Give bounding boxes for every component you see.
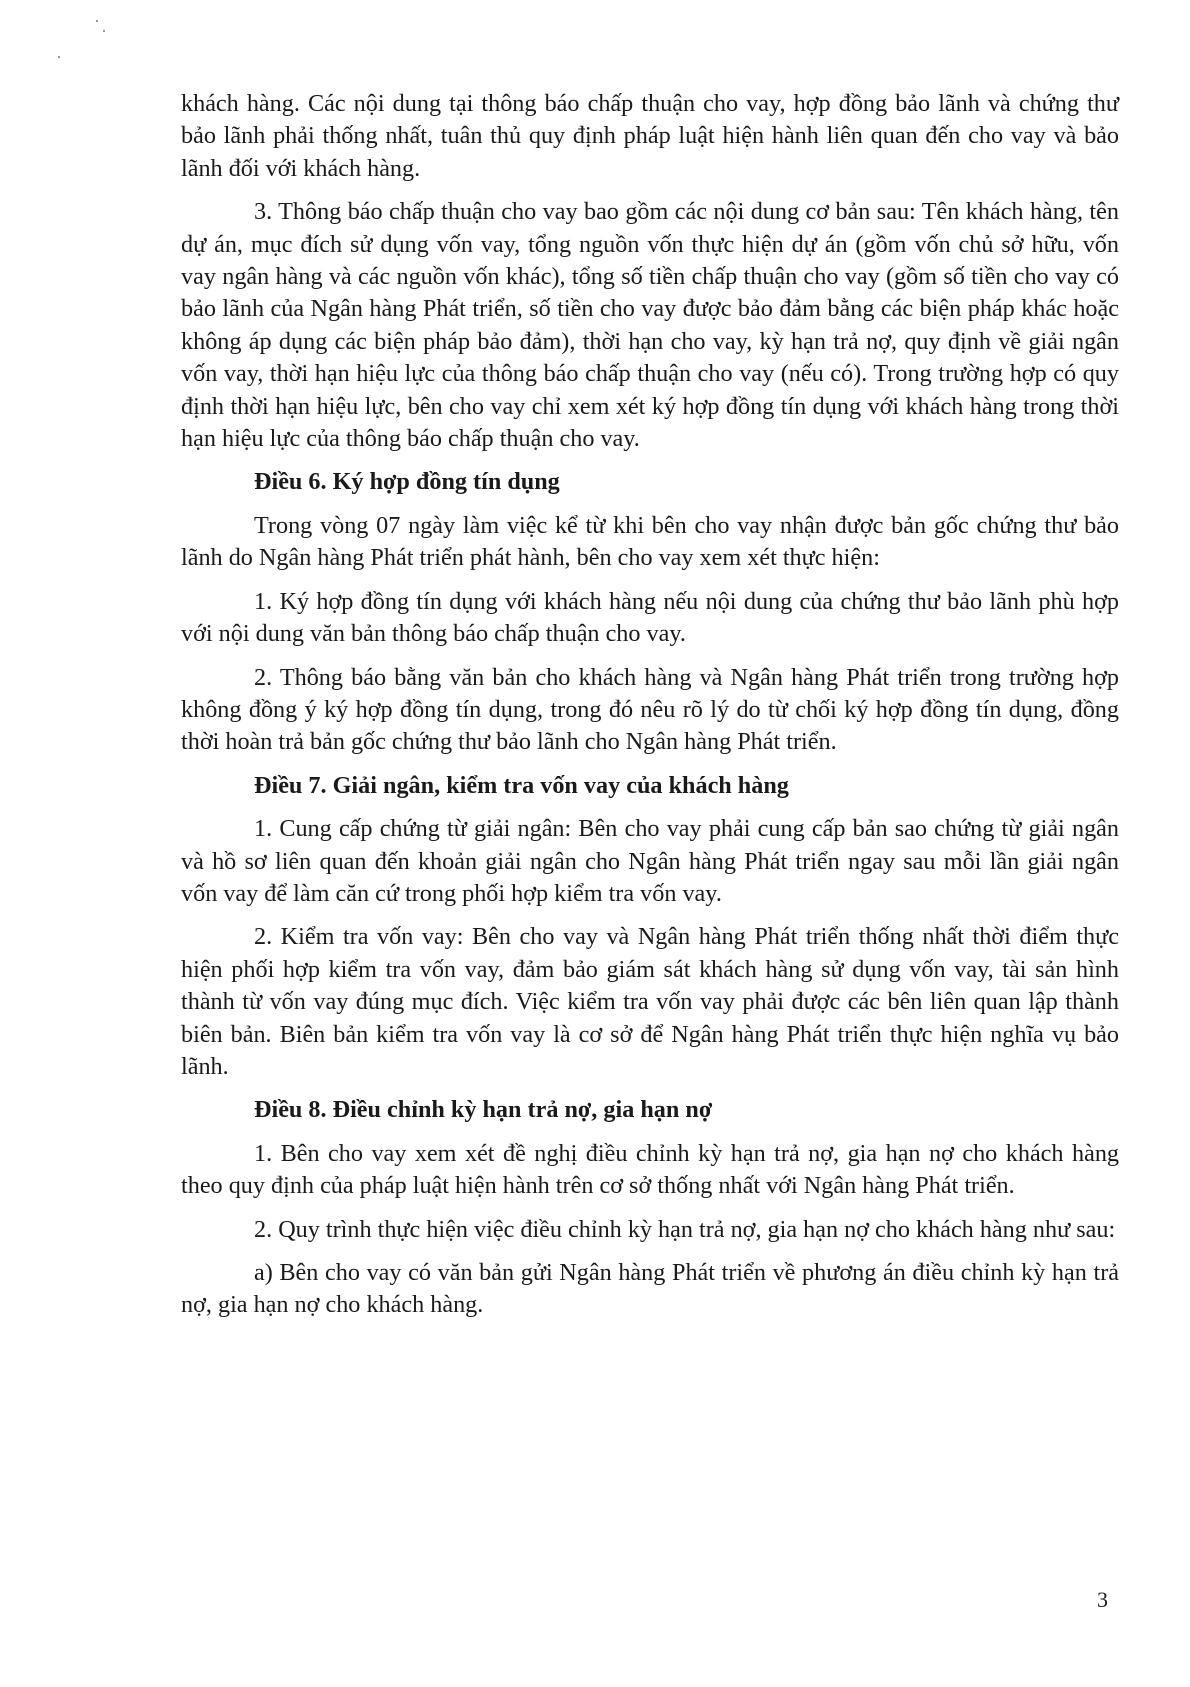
article-7-heading: Điều 7. Giải ngân, kiểm tra vốn vay của khách hàng bbox=[254, 771, 789, 799]
paragraph-article-7-clause-2: 2. Kiểm tra vốn vay: Bên cho vay và Ngân hàng Phát triển thống nhất thời điểm thực hiện phối hợp kiểm tra vốn vay, đảm bảo giám sát khách hàng sử dụng vốn vay, tài sản hình thành từ vốn vay đúng mục đích. Việc kiểm tra vốn vay phải được các bên liên quan lập thành biên bản. Biên bản kiểm tra vốn vay là cơ sở để Ngân hàng Phát triển thực hiện nghĩa vụ bảo lãnh. bbox=[181, 923, 1119, 1080]
paragraph-article-8-clause-2: 2. Quy trình thực hiện việc điều chỉnh kỳ hạn trả nợ, gia hạn nợ cho khách hàng như sau: bbox=[254, 1215, 1116, 1243]
article-6-heading: Điều 6. Ký hợp đồng tín dụng bbox=[254, 468, 560, 496]
paragraph-article-7-clause-1: 1. Cung cấp chứng từ giải ngân: Bên cho vay phải cung cấp bản sao chứng từ giải ngân và hồ sơ liên quan đến khoản giải ngân cho Ngân hàng Phát triển ngay sau mỗi lần giải ngân vốn vay để làm căn cứ trong phối hợp kiểm tra vốn vay. bbox=[181, 815, 1119, 907]
article-8-heading: Điều 8. Điều chỉnh kỳ hạn trả nợ, gia hạn nợ bbox=[254, 1096, 713, 1124]
scan-speck bbox=[58, 56, 60, 58]
paragraph-clause-3: 3. Thông báo chấp thuận cho vay bao gồm các nội dung cơ bản sau: Tên khách hàng, tên dự án, mục đích sử dụng vốn vay, tổng nguồn vốn thực hiện dự án (gồm vốn chủ sở hữu, vốn vay ngân hàng và các nguồn vốn khác), tổng số tiền chấp thuận cho vay (gồm số tiền cho vay có bảo lãnh của Ngân hàng Phát triển, số tiền cho vay được bảo đảm bằng các biện pháp khác hoặc không áp dụng các biện pháp bảo đảm), thời hạn cho vay, kỳ hạn trả nợ, quy định về giải ngân vốn vay, thời hạn hiệu lực của thông báo chấp thuận cho vay (nếu có). Trong trường hợp có quy định thời hạn hiệu lực, bên cho vay chỉ xem xét ký hợp đồng tín dụng với khách hàng trong thời hạn hiệu lực của thông báo chấp thuận cho vay. bbox=[181, 198, 1119, 453]
paragraph-article-6-intro: Trong vòng 07 ngày làm việc kể từ khi bên cho vay nhận được bản gốc chứng thư bảo lãnh do Ngân hàng Phát triển phát hành, bên cho vay xem xét thực hiện: bbox=[181, 511, 1119, 572]
scan-speck bbox=[96, 20, 98, 22]
paragraph-intro-continuation: khách hàng. Các nội dung tại thông báo chấp thuận cho vay, hợp đồng bảo lãnh và chứng thư bảo lãnh phải thống nhất, tuân thủ quy định pháp luật hiện hành liên quan đến cho vay và bảo lãnh đối với khách hàng. bbox=[181, 90, 1119, 182]
page-number: 3 bbox=[1097, 1587, 1108, 1612]
paragraph-article-6-clause-1: 1. Ký hợp đồng tín dụng với khách hàng nếu nội dung của chứng thư bảo lãnh phù hợp với nội dung văn bản thông báo chấp thuận cho vay. bbox=[181, 587, 1119, 648]
paragraph-article-6-clause-2: 2. Thông báo bằng văn bản cho khách hàng và Ngân hàng Phát triển trong trường hợp không đồng ý ký hợp đồng tín dụng, trong đó nêu rõ lý do từ chối ký hợp đồng tín dụng, đồng thời hoàn trả bản gốc chứng thư bảo lãnh cho Ngân hàng Phát triển. bbox=[181, 663, 1119, 756]
scan-speck bbox=[103, 30, 105, 32]
paragraph-article-8-clause-2a: a) Bên cho vay có văn bản gửi Ngân hàng Phát triển về phương án điều chỉnh kỳ hạn trả nợ, gia hạn nợ cho khách hàng. bbox=[181, 1259, 1119, 1319]
paragraph-article-8-clause-1: 1. Bên cho vay xem xét đề nghị điều chỉnh kỳ hạn trả nợ, gia hạn nợ cho khách hàng theo quy định của pháp luật hiện hành trên cơ sở thống nhất với Ngân hàng Phát triển. bbox=[181, 1139, 1119, 1200]
document-body bbox=[181, 88, 1119, 1333]
